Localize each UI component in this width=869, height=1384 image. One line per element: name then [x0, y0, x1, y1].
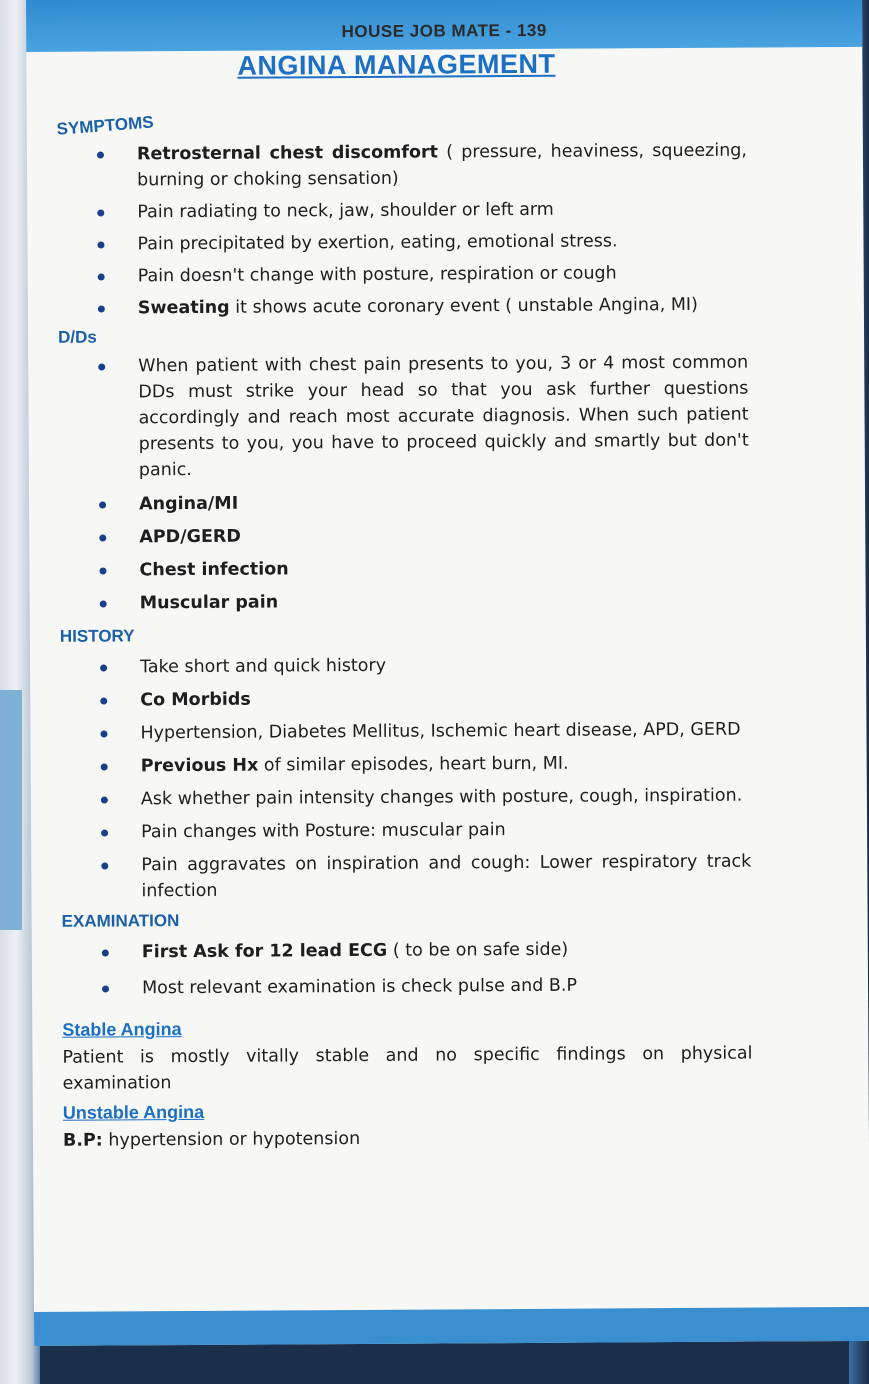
list-item: Pain precipitated by exertion, eating, emotional stress. — [57, 228, 747, 258]
list-item: Pain doesn't change with posture, respiration or cough — [58, 260, 748, 290]
list-item: APD/GERD — [59, 521, 749, 551]
page-title: ANGINA MANAGEMENT — [237, 48, 556, 81]
list-item: Take short and quick history — [60, 651, 750, 681]
book-page — [26, 0, 869, 1346]
unstable-angina-text: B.P: hypertension or hypotension — [62, 1128, 361, 1151]
list-item: Retrosternal chest discomfort ( pressure, heaviness, squeezing, burning or choking sensation) — [57, 138, 747, 194]
subheading-unstable-angina: Unstable Angina — [62, 1101, 205, 1123]
list-item: Ask whether pain intensity changes with posture, cough, inspiration. — [61, 783, 751, 813]
list-item: Chest infection — [59, 554, 749, 584]
list-item: Previous Hx of similar episodes, heart burn, MI. — [61, 750, 751, 780]
list-item: Hypertension, Diabetes Mellitus, Ischemic heart disease, APD, GERD — [60, 717, 750, 747]
list-item: When patient with chest pain presents to you, 3 or 4 most common DDs must strike your head so that you ask further questions accordingly and reach most accurate diagnosis. When such patient presents to you, you have to proceed quickly and smartly but don't panic. — [58, 350, 749, 484]
list-item: Co Morbids — [60, 684, 750, 714]
list-item: Most relevant examination is check pulse and B.P — [62, 972, 752, 1002]
page-content — [56, 112, 753, 1154]
symptoms-list — [57, 138, 748, 322]
section-heading-history: HISTORY — [59, 626, 135, 646]
list-item: Pain aggravates on inspiration and cough: Lower respiratory track infection — [61, 849, 751, 905]
list-item: Pain radiating to neck, jaw, shoulder or left arm — [57, 196, 747, 226]
list-item: Muscular pain — [60, 587, 750, 617]
history-list — [60, 651, 752, 905]
running-header: HOUSE JOB MATE - 139 — [341, 20, 547, 42]
list-item: Sweating it shows acute coronary event ( unstable Angina, MI) — [58, 292, 748, 322]
dds-list — [58, 350, 750, 617]
page-footer-band — [34, 1307, 869, 1346]
list-item: Angina/MI — [59, 488, 749, 518]
list-item: First Ask for 12 lead ECG ( to be on safe side) — [62, 936, 752, 966]
section-heading-symptoms: SYMPTOMS — [56, 112, 155, 139]
section-heading-examination: EXAMINATION — [61, 911, 180, 931]
subheading-stable-angina: Stable Angina — [62, 1019, 182, 1040]
list-item: Pain changes with Posture: muscular pain — [61, 816, 751, 846]
section-heading-dds: D/Ds — [58, 327, 97, 347]
examination-list — [62, 936, 752, 1002]
stable-angina-text: Patient is mostly vitally stable and no specific findings on physical examination — [62, 1043, 753, 1094]
